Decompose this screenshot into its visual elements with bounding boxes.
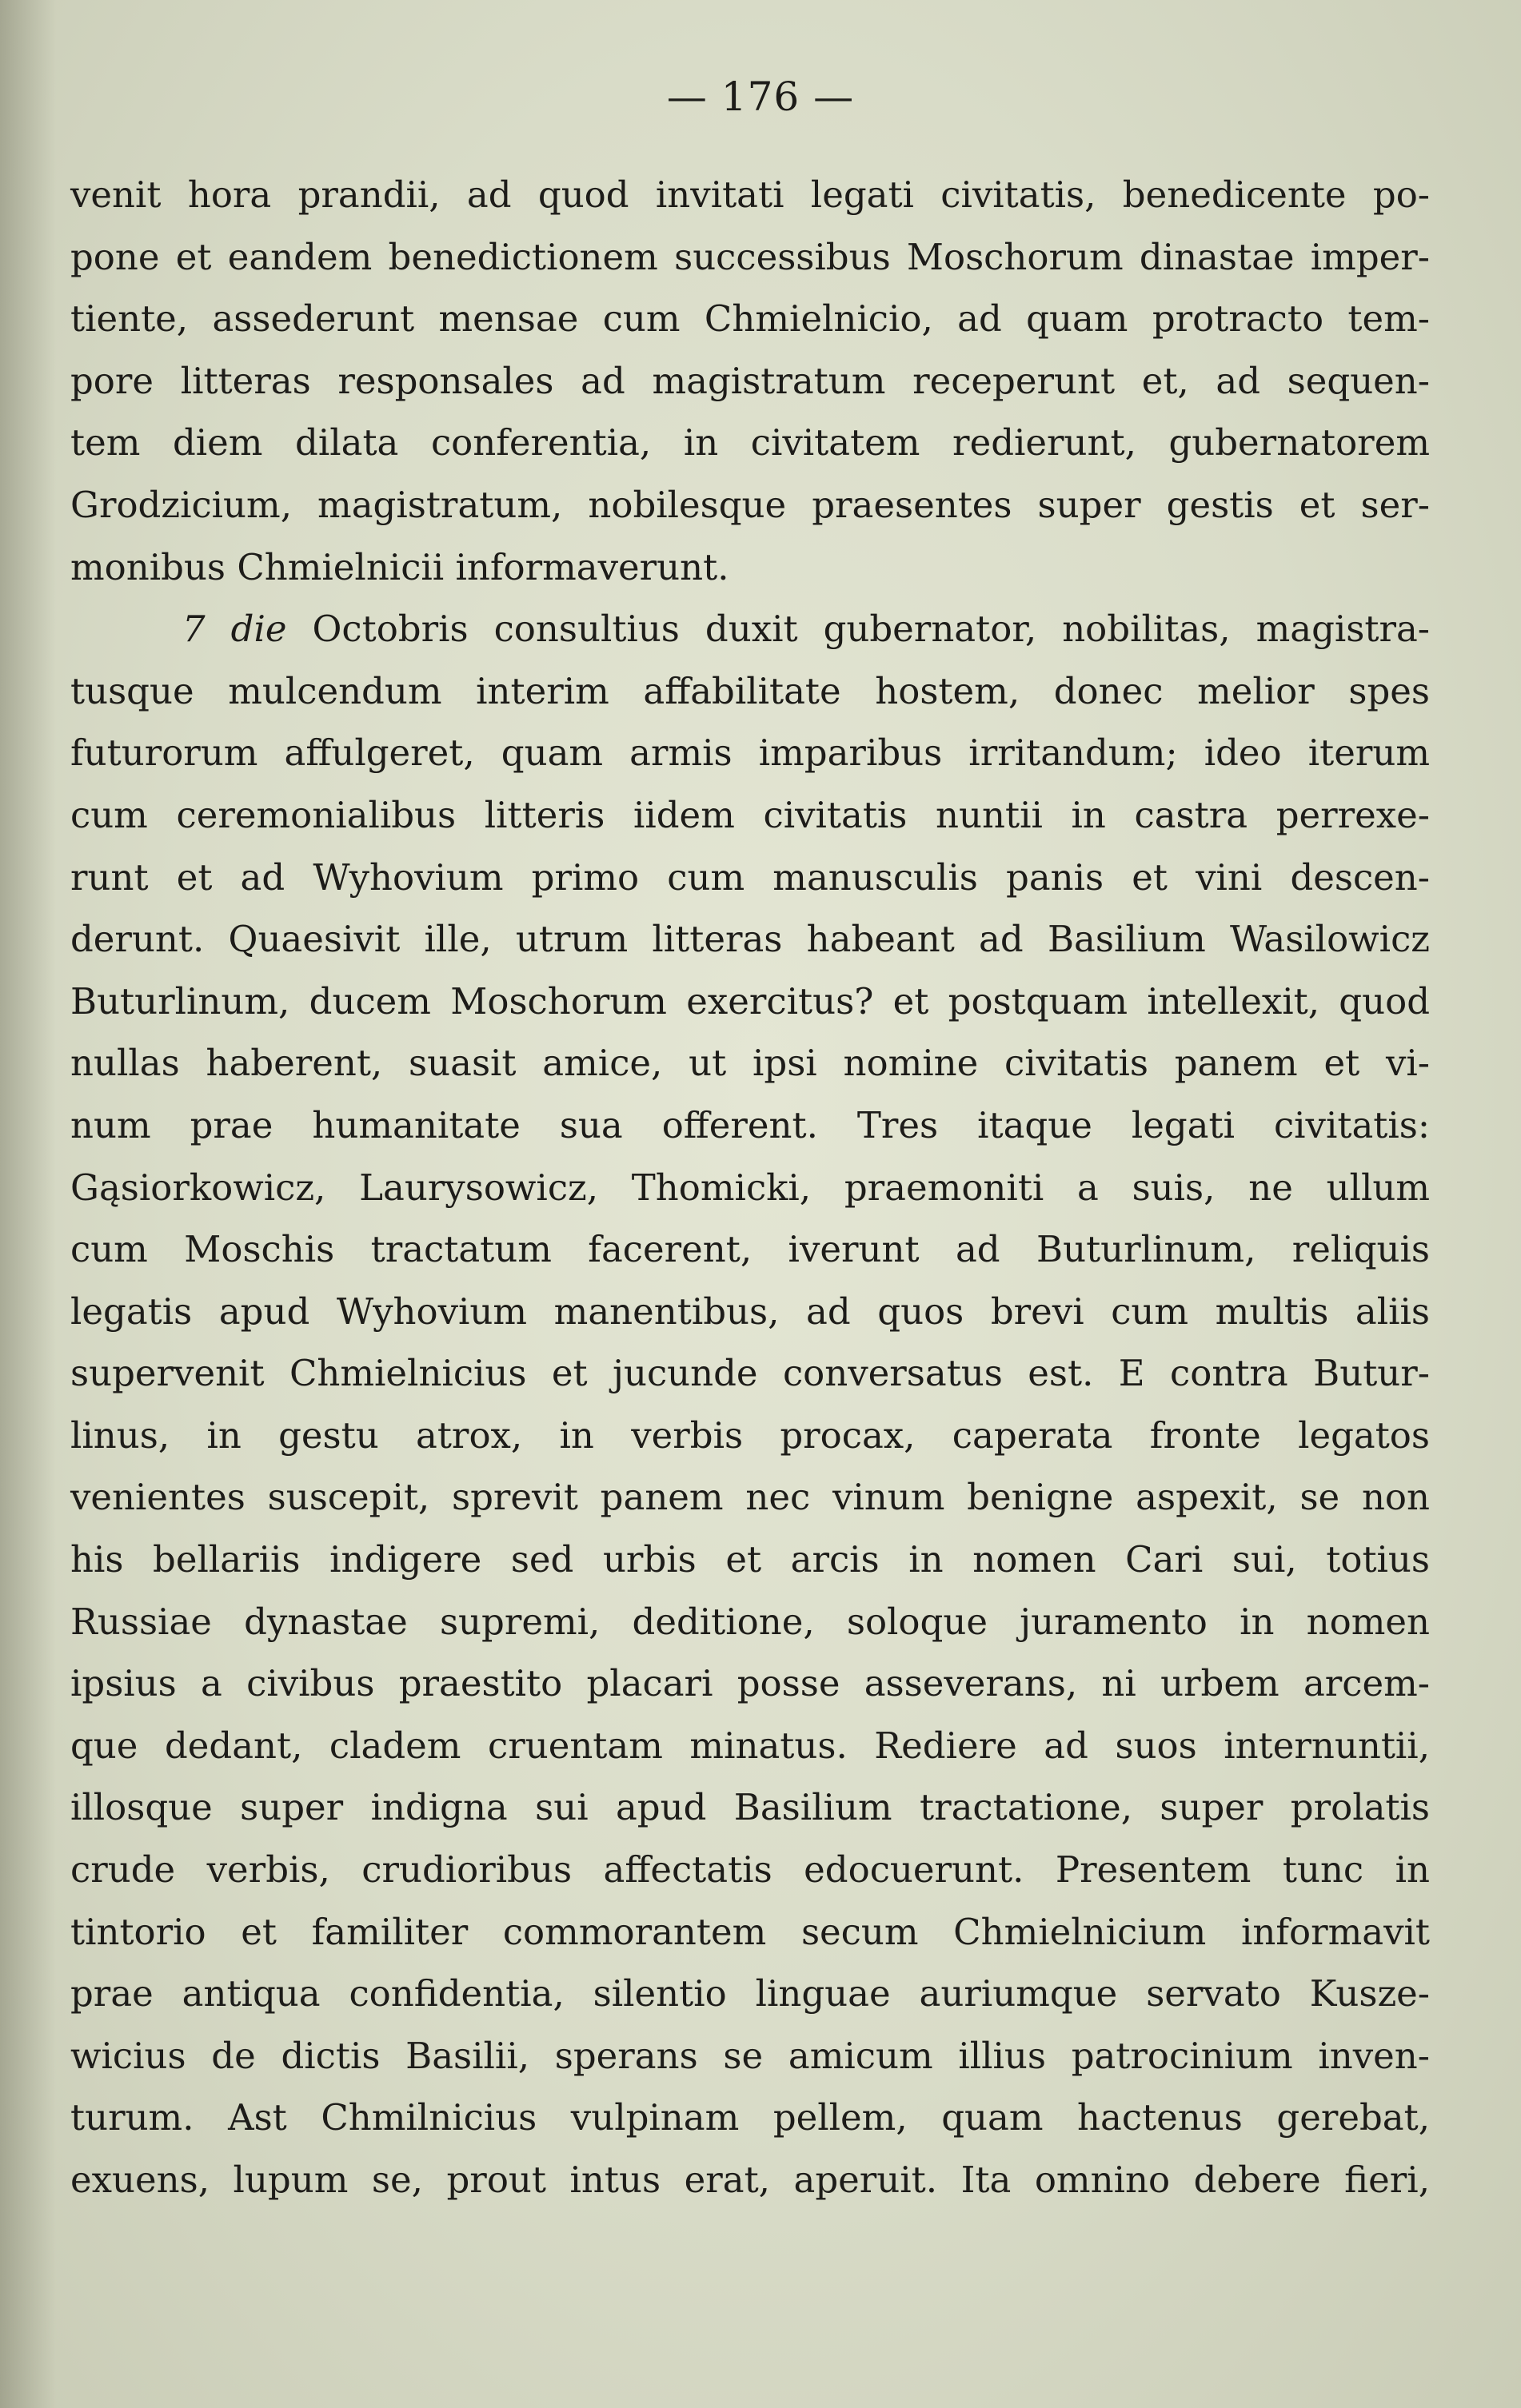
text-line: Gąsiorkowicz, Laurysowicz, Thomicki, praemoniti a suis, ne ullum [70, 1166, 1430, 1209]
text-line: crude verbis, crudioribus affectatis edocuerunt. Presentem tunc in [70, 1848, 1430, 1892]
text-line: que dedant, cladem cruentam minatus. Rediere ad suos internuntii, [70, 1724, 1430, 1767]
text-line: num prae humanitate sua offerent. Tres itaque legati civitatis: [70, 1103, 1430, 1146]
text-line: exuens, lupum se, prout intus erat, aperuit. Ita omnino debere fieri, [70, 2159, 1430, 2201]
text-line: ipsius a civibus praestito placari posse asseverans, ni urbem arcem- [70, 1662, 1430, 1705]
text-line: venit hora prandii, ad quod invitati legati civitatis, benedicente po- [70, 173, 1430, 216]
text-line: illosque super indigna sui apud Basilium tractatione, super prolatis [70, 1786, 1430, 1829]
page-number: — 176 — [666, 74, 855, 120]
text-line: tem diem dilata conferentia, in civitatem redierunt, gubernatorem [70, 421, 1430, 464]
text-line: Russiae dynastae supremi, deditione, soloque juramento in nomen [70, 1600, 1430, 1643]
text-line: supervenit Chmielnicius et jucunde conversatus est. E contra Butur- [70, 1352, 1430, 1395]
text-line: cum ceremonialibus litteris iidem civitatis nuntii in castra perrexe- [70, 793, 1430, 836]
text-line: tiente, assederunt mensae cum Chmielnicio, ad quam protracto tem- [70, 297, 1430, 341]
text-line: monibus Chmielnicii informaverunt. [70, 545, 729, 588]
text-line: turum. Ast Chmilnicius vulpinam pellem, quam hactenus gerebat, [70, 2096, 1430, 2139]
text-line: legatis apud Wyhovium manentibus, ad quos brevi cum multis aliis [70, 1290, 1430, 1333]
text-line: Grodzicium, magistratum, nobilesque praesentes super gestis et ser- [70, 483, 1430, 526]
text-line: venientes suscepit, sprevit panem nec vinum benigne aspexit, se non [70, 1476, 1430, 1519]
binding-shadow [0, 0, 56, 2408]
text-line: tintorio et familiter commorantem secum Chmielnicium informavit [70, 1910, 1430, 1953]
text-line: prae antiqua confidentia, silentio linguae auriumque servato Kusze- [70, 1972, 1430, 2015]
text-line: wicius de dictis Basilii, sperans se amicum illius patrocinium inven- [70, 2034, 1430, 2077]
text-line: nullas haberent, suasit amice, ut ipsi nomine civitatis panem et vi- [70, 1042, 1430, 1085]
paragraph-first-line [70, 598, 1430, 660]
text-line: tusque mulcendum interim affabilitate hostem, donec melior spes [70, 669, 1430, 712]
text-line: runt et ad Wyhovium primo cum manusculis panis et vini descen- [70, 855, 1430, 899]
text-line: pone et eandem benedictionem successibus Moschorum dinastae imper- [70, 235, 1430, 278]
text-line: futurorum affulgeret, quam armis imparibus irritandum; ideo iterum [70, 732, 1430, 775]
date-lead: 7 die [182, 608, 287, 651]
text-line: Buturlinum, ducem Moschorum exercitus? et postquam intellexit, quod [70, 979, 1430, 1023]
text-line: derunt. Quaesivit ille, utrum litteras habeant ad Basilium Wasilowicz [70, 918, 1430, 961]
text-line-rest: Octobris consultius duxit gubernator, nobilitas, magistra- [312, 608, 1430, 651]
text-line: pore litteras responsales ad magistratum receperunt et, ad sequen- [70, 359, 1430, 402]
text-line: linus, in gestu atrox, in verbis procax, caperata fronte legatos [70, 1413, 1430, 1457]
text-line: his bellariis indigere sed urbis et arcis in nomen Cari sui, totius [70, 1538, 1430, 1581]
body-text [70, 164, 1430, 2211]
text-line: cum Moschis tractatum facerent, iverunt ad Buturlinum, reliquis [70, 1228, 1430, 1271]
